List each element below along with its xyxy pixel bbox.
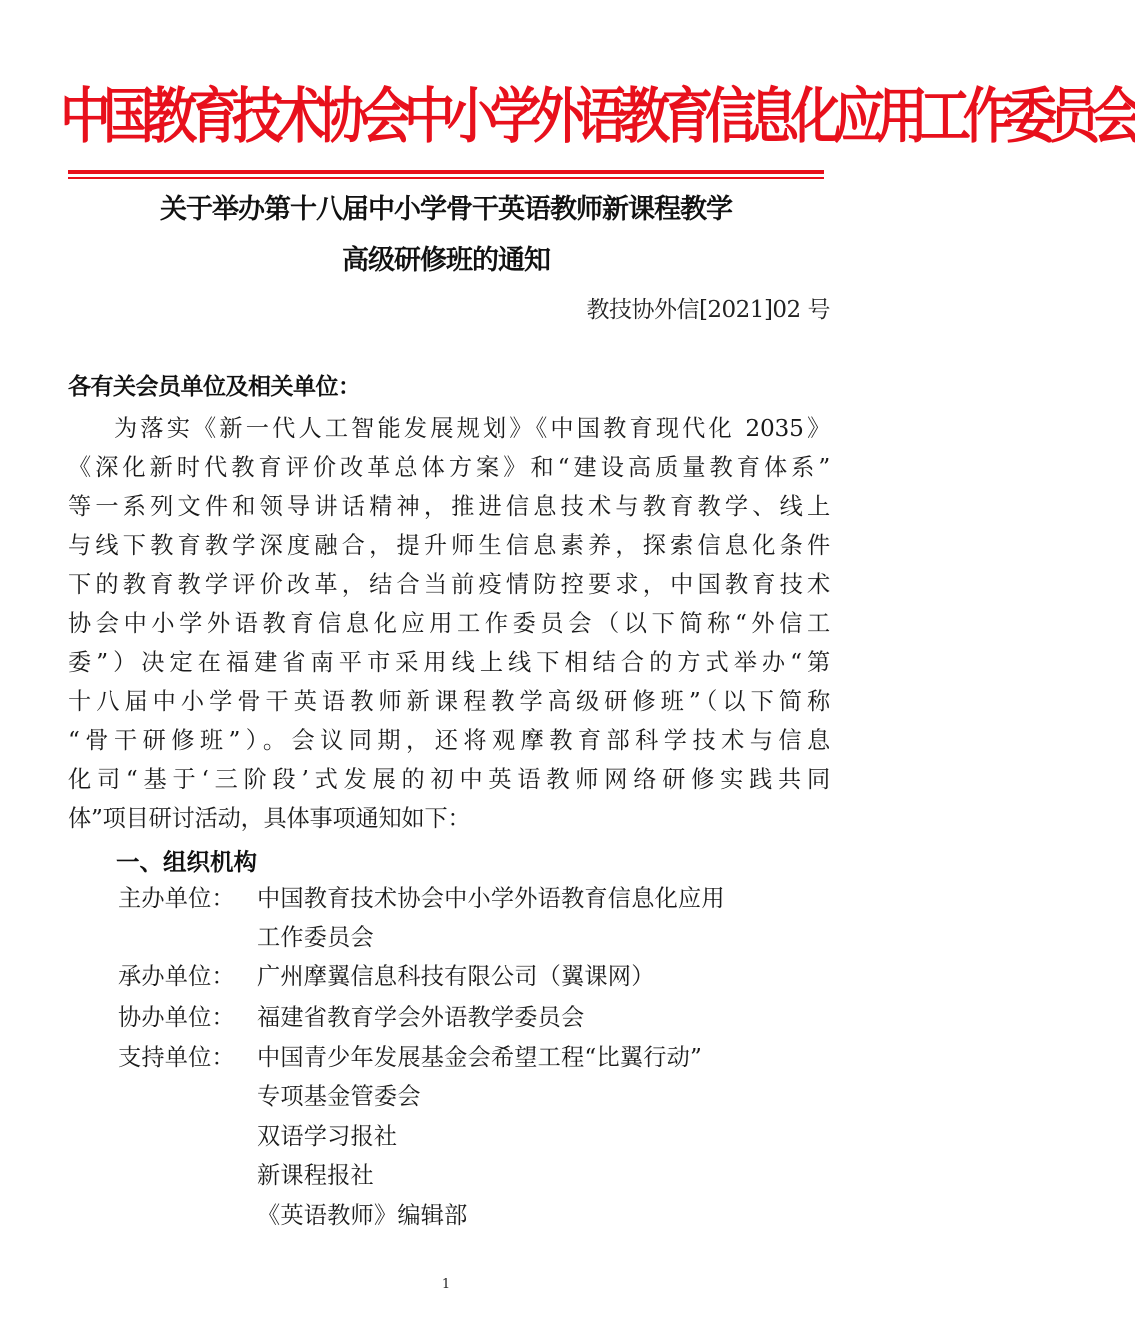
support-value: 双语学习报社 bbox=[257, 1123, 398, 1150]
notice-title-line1: 关于举办第十八届中小学骨干英语教师新课程教学 bbox=[160, 194, 732, 225]
salutation: 各有关会员单位及相关单位： bbox=[68, 374, 361, 400]
body-line: 等一系列文件和领导讲话精神，推进信息技术与教育教学、线上 bbox=[68, 493, 830, 520]
host-label: 主办单位： bbox=[118, 885, 235, 912]
co-organizer-value: 福建省教育学会外语教学委员会 bbox=[257, 1004, 585, 1031]
notice-title-line2: 高级研修班的通知 bbox=[342, 245, 550, 276]
support-value: 《英语教师》编辑部 bbox=[257, 1202, 468, 1229]
organizer-label: 承办单位： bbox=[118, 963, 235, 990]
support-value: 中国青少年发展基金会希望工程“比翼行动” bbox=[257, 1044, 703, 1071]
masthead-rule-thick bbox=[68, 170, 824, 174]
host-value-line2: 工作委员会 bbox=[257, 924, 374, 951]
host-value-line1: 中国教育技术协会中小学外语教育信息化应用 bbox=[257, 885, 725, 912]
masthead-organization: 中国教育技术协会中小学外语教育信息化应用工作委员会 bbox=[60, 82, 1135, 153]
co-organizer-label: 协办单位： bbox=[118, 1004, 235, 1031]
body-line: 为落实《新一代人工智能发展规划》《中国教育现代化 2035》 bbox=[114, 415, 830, 442]
support-label: 支持单位： bbox=[118, 1044, 235, 1071]
masthead-rule-thin bbox=[68, 177, 824, 179]
body-line: 化司“基于‘三阶段’式发展的初中英语教师网络研修实践共同 bbox=[68, 766, 830, 793]
page-number: 1 bbox=[441, 1277, 451, 1292]
section-heading-organization: 一、组织机构 bbox=[116, 848, 257, 876]
body-line: 与线下教育教学深度融合，提升师生信息素养，探索信息化条件 bbox=[68, 532, 830, 559]
body-line: 十八届中小学骨干英语教师新课程教学高级研修班”（以下简称 bbox=[68, 688, 830, 715]
body-line: “骨干研修班”）。会议同期，还将观摩教育部科学技术与信息 bbox=[68, 727, 830, 754]
support-value: 专项基金管委会 bbox=[257, 1083, 421, 1110]
support-value: 新课程报社 bbox=[257, 1162, 374, 1189]
document-number: 教技协外信[2021]02 号 bbox=[586, 297, 830, 323]
body-line: 下的教育教学评价改革，结合当前疫情防控要求，中国教育技术 bbox=[68, 571, 830, 598]
body-line: 协会中小学外语教育信息化应用工作委员会（以下简称“外信工 bbox=[68, 610, 830, 637]
body-line: 《深化新时代教育评价改革总体方案》和“建设高质量教育体系” bbox=[68, 454, 830, 481]
organizer-value: 广州摩翼信息科技有限公司（翼课网） bbox=[257, 963, 655, 990]
body-line: 体”项目研讨活动，具体事项通知如下： bbox=[68, 805, 471, 832]
body-line: 委”）决定在福建省南平市采用线上线下相结合的方式举办“第 bbox=[68, 649, 830, 676]
